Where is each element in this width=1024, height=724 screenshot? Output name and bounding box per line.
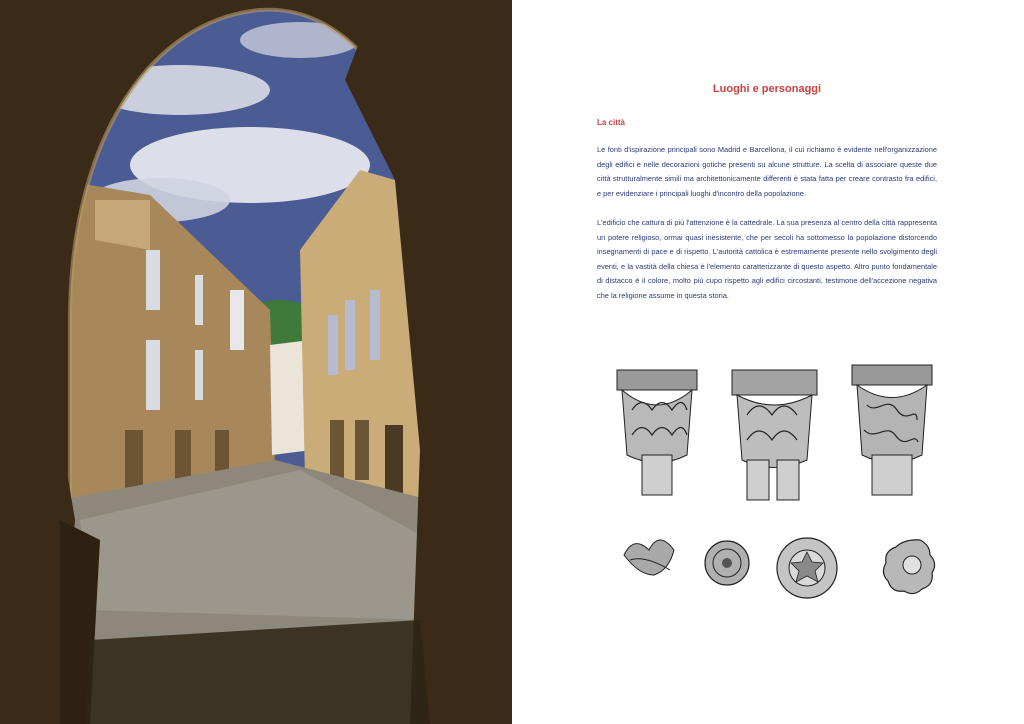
acanthus-capital-icon [852, 365, 932, 495]
round-rosette-icon [705, 541, 749, 585]
page-title: Luoghi e personaggi [712, 83, 822, 95]
paragraph: Le fonti d'ispirazione principali sono Madrid e Barcellona, il cui richiamo è evidente nell'organizzazione degli edifici e nelle decorazioni gotiche presenti su alcune strutture. La scelta di associare queste due città strutturalmente simili ma architettonicamente differenti è stata fatta per creare contrasto fra edifici, e per evidenziare i principali luoghi d'incontro della popolazione. [597, 145, 937, 198]
foliate-capital-icon [732, 370, 817, 500]
wreath-rosette-icon [777, 538, 837, 598]
right-page-text [512, 0, 1024, 724]
corinthian-capital-icon [617, 370, 697, 495]
gothic-ornaments-illustration [602, 360, 942, 610]
paragraph: L'edificio che cattura di più l'attenzione è la cattedrale. La sua presenza al centro della città rappresenta un potere religioso, ormai quasi inesistente, che per secoli ha sottomesso la popolazione distorcendo insegnamenti di pace e di rispetto. L'autorità cattolica è estremamente presente nello svolgimento degli eventi, e la vastità della chiesa è l'elemento caratterizzante di questo aspetto. Altro punto fondamentale di distacco è il colore, molto più cupo rispetto agli edifici circostanti, testimone dell'accezione negativa che la religione assume in questa storia. [597, 218, 937, 300]
leaf-ornament-icon [624, 540, 674, 575]
flower-rosette-icon [883, 540, 934, 594]
section-title: La città [597, 118, 626, 127]
